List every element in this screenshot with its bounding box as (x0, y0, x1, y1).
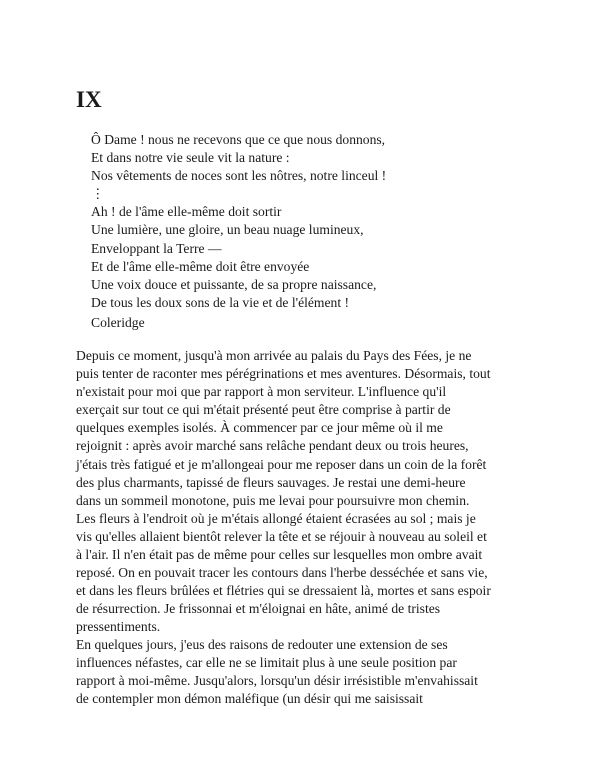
poem-line: Et de l'âme elle-même doit être envoyée (91, 258, 310, 274)
text-line: rejoignit : après avoir marché sans relâche pendant deux ou trois heures, (76, 438, 469, 454)
text-line: j'étais très fatigué et je m'allongeai pour me reposer dans un coin de la forêt (76, 456, 487, 472)
poem-ellipsis: ⋮ (91, 186, 105, 202)
poem-line: Nos vêtements de noces sont les nôtres, notre linceul ! (91, 168, 387, 184)
text-line: En quelques jours, j'eus des raisons de redouter une extension de ses (76, 637, 448, 652)
poem-line: De tous les doux sons de la vie et de l'élément ! (91, 294, 350, 310)
text-line: des plus charmants, tapissé de fleurs sauvages. Je restai une demi-heure (76, 474, 466, 490)
text-line: n'existait pour moi que par rapport à mon serviteur. L'influence qu'il (76, 384, 447, 400)
text-line: de contempler mon démon maléfique (un désir qui me saisissait (76, 691, 423, 707)
text-line: rapport à moi-même. Jusqu'alors, lorsqu'un désir irrésistible m'envahissait (76, 673, 478, 689)
text-line: quelques exemples isolés. À commencer par ce jour même où il me (76, 420, 443, 436)
text-line: pressentiments. (76, 619, 161, 635)
epigraph-attribution: Coleridge (91, 315, 145, 330)
text-line: influences néfastes, car elle ne se limitait plus à une seule position par (76, 655, 457, 671)
text-line: de résurrection. Je frissonnai et m'éloignai en hâte, animé de tristes (76, 601, 441, 617)
poem-line: Et dans notre vie seule vit la nature : (91, 150, 290, 166)
paragraph-2 (76, 636, 556, 708)
text-line: dans un sommeil monotone, puis me levai pour poursuivre mon chemin. (76, 492, 470, 508)
poem-line: Une voix douce et puissante, de sa propre naissance, (91, 276, 377, 292)
poem-line: Enveloppant la Terre — (91, 240, 222, 256)
text-line: Les fleurs à l'endroit où je m'étais allongé étaient écrasées au sol ; mais je (76, 510, 476, 526)
text-line: vis qu'elles allaient bientôt relever la tête et se réjouir à nouveau au soleil et (76, 528, 487, 544)
chapter-title: IX (76, 87, 102, 112)
poem-line: Ô Dame ! nous ne recevons que ce que nous donnons, (91, 132, 386, 147)
epigraph-poem (91, 131, 571, 312)
text-line: reposé. On en pouvait tracer les contours dans l'herbe desséchée et sans vie, (76, 565, 488, 581)
text-line: Depuis ce moment, jusqu'à mon arrivée au palais du Pays des Fées, je ne (76, 348, 472, 363)
text-line: et dans les fleurs brûlées et flétries qui se dressaient là, mortes et sans espoir (76, 583, 491, 599)
text-line: à l'air. Il n'en était pas de même pour celles sur lesquelles mon ombre avait (76, 547, 483, 563)
poem-line: Ah ! de l'âme elle-même doit sortir (91, 204, 282, 220)
poem-line: Une lumière, une gloire, un beau nuage lumineux, (91, 222, 364, 238)
text-line: exerçait sur tout ce qui m'était présenté peut être comprise à partir de (76, 402, 451, 418)
paragraph-1 (76, 347, 556, 637)
text-line: puis tenter de raconter mes pérégrinations et mes aventures. Désormais, tout (76, 366, 491, 382)
